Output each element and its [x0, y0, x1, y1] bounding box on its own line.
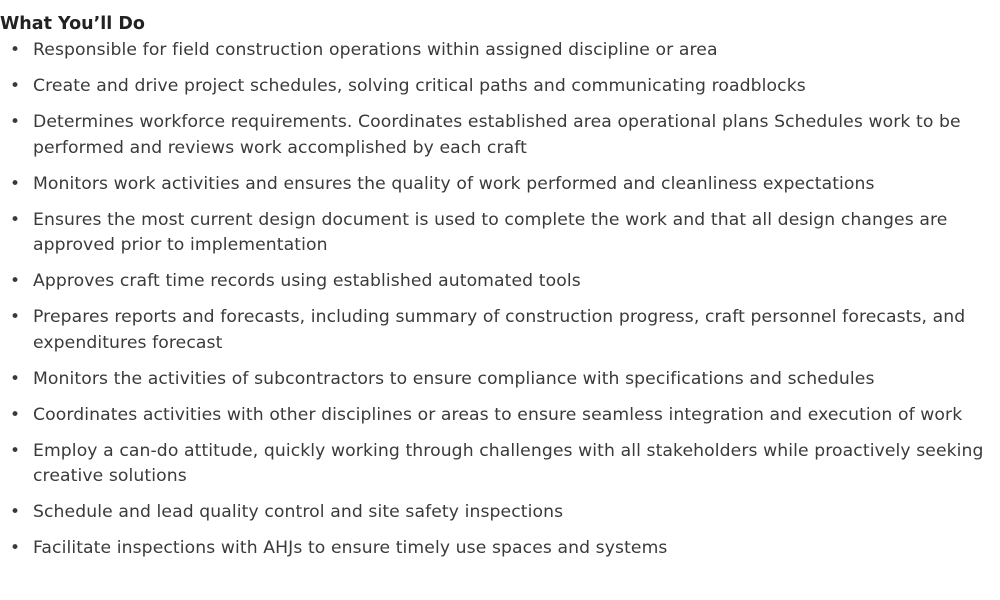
list-item	[0, 403, 1000, 429]
bullet-icon: •	[10, 368, 21, 389]
list-item-text: Approves craft time records using established automated tools	[33, 271, 581, 292]
bullet-icon: •	[10, 440, 21, 461]
bullet-icon: •	[10, 173, 21, 194]
bullet-icon: •	[10, 209, 21, 230]
job-duties-section	[0, 12, 1000, 572]
list-item-text: Schedule and lead quality control and site safety inspections	[33, 502, 564, 523]
list-item	[0, 110, 1000, 161]
list-item	[0, 269, 1000, 295]
list-item	[0, 305, 1000, 356]
list-item	[0, 439, 1000, 490]
list-item-text: Employ a can-do attitude, quickly working through challenges with all stakeholders while proactively seeking creative solutions	[33, 440, 984, 487]
list-item-text: Create and drive project schedules, solving critical paths and communicating roadblocks	[33, 75, 806, 96]
bullet-icon: •	[10, 40, 21, 60]
list-item-text: Determines workforce requirements. Coordinates established area operational plans Schedules work to be performed and reviews work accomplished by each craft	[33, 111, 961, 158]
bullet-icon: •	[10, 404, 21, 425]
list-item-text: Responsible for field construction operations within assigned discipline or area	[33, 40, 718, 60]
list-item	[0, 74, 1000, 100]
list-item-text: Facilitate inspections with AHJs to ensure timely use spaces and systems	[33, 538, 668, 559]
list-item	[0, 367, 1000, 393]
section-heading: What You’ll Do	[0, 14, 145, 34]
bullet-icon: •	[10, 538, 21, 559]
list-item-text: Monitors the activities of subcontractors to ensure compliance with specifications and schedules	[33, 368, 875, 389]
duty-list	[0, 38, 1000, 562]
bullet-icon: •	[10, 111, 21, 132]
bullet-icon: •	[10, 502, 21, 523]
bullet-icon: •	[10, 271, 21, 292]
list-item-text: Monitors work activities and ensures the quality of work performed and cleanliness expectations	[33, 173, 875, 194]
list-item-text: Prepares reports and forecasts, including summary of construction progress, craft personnel forecasts, and expenditures forecast	[33, 307, 966, 353]
list-item	[0, 208, 1000, 259]
list-item-text: Coordinates activities with other disciplines or areas to ensure seamless integration and execution of work	[33, 404, 963, 425]
bullet-icon: •	[10, 307, 21, 328]
bullet-icon: •	[10, 75, 21, 96]
list-item	[0, 38, 1000, 64]
list-item	[0, 536, 1000, 562]
list-item	[0, 172, 1000, 198]
list-item	[0, 500, 1000, 526]
list-item-text: Ensures the most current design document is used to complete the work and that all design changes are approved prior to implementation	[33, 209, 948, 256]
